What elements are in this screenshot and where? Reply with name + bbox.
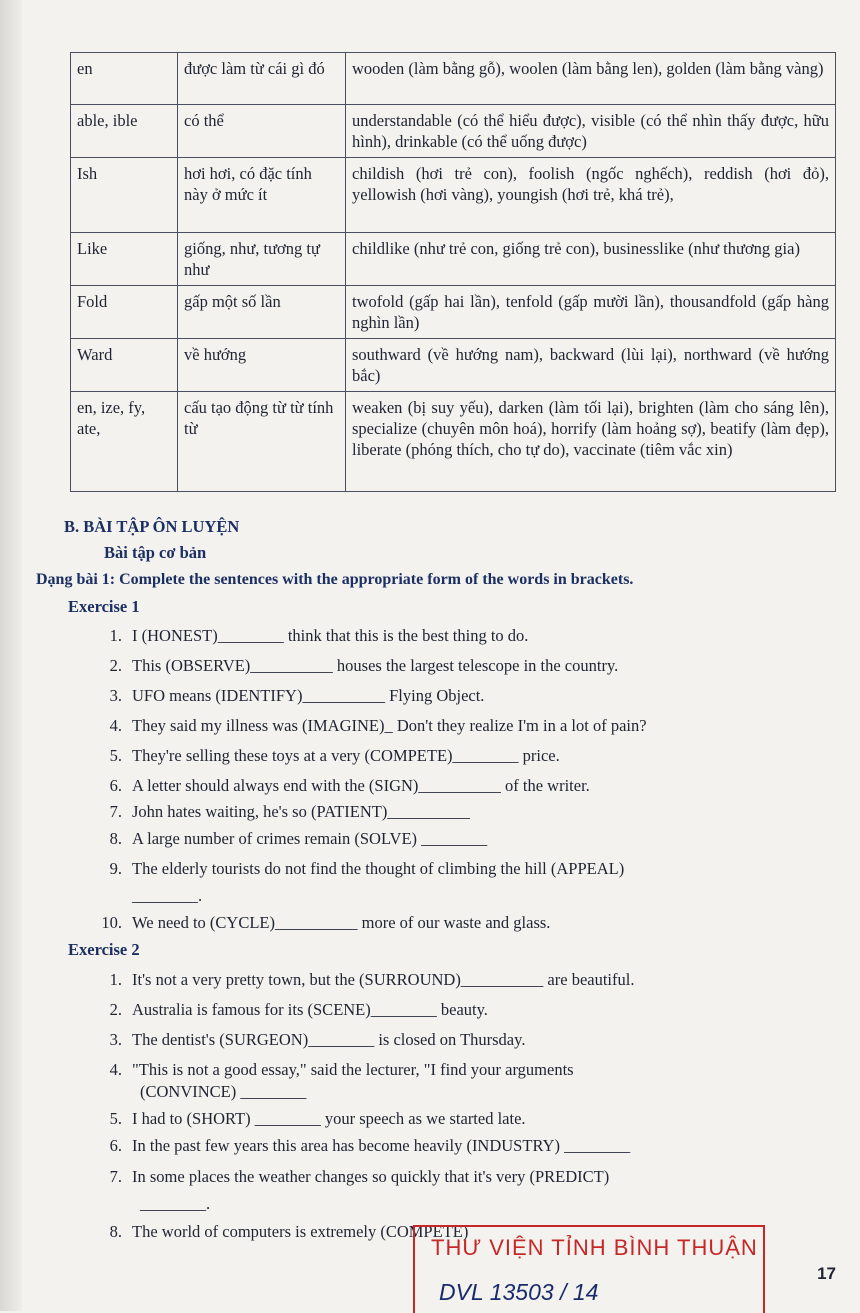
table-row [71,53,836,105]
list-item: 6. A letter should always end with the (SIGN)__________ of the writer. [109,776,590,795]
list-item: 2. This (OBSERVE)__________ houses the largest telescope in the country. [109,656,619,675]
table-row [71,286,836,339]
examples-cell: weaken (bị suy yếu), darken (làm tối lại), brighten (làm cho sáng lên), specialize (chuyên môn hoá), horrify (làm hoảng sợ), beatify (làm đẹp), liberate (phóng thích, cho tự do), vaccinate (tiêm vắc xin) [346,392,836,492]
exercise-1-title: Exercise 1 [68,597,140,616]
answer-blank: ________. [140,1194,211,1213]
suffix-cell: able, ible [71,105,178,158]
table-row [71,105,836,158]
meaning-cell: về hướng [178,339,346,392]
answer-blank: ________. [132,886,203,905]
list-item: 10. We need to (CYCLE)__________ more of our waste and glass. [101,913,551,932]
list-item: 6. In the past few years this area has become heavily (INDUSTRY) ________ [109,1136,631,1155]
list-item: 1. It's not a very pretty town, but the (SURROUND)__________ are beautiful. [109,970,635,989]
suffix-cell: Like [71,233,178,286]
suffix-table [70,52,836,492]
meaning-cell: có thể [178,105,346,158]
list-item: 8. The world of computers is extremely (COMPETE) [109,1222,469,1241]
suffix-cell: Ish [71,158,178,233]
meaning-cell: được làm từ cái gì đó [178,53,346,105]
exercise-2-title: Exercise 2 [68,940,140,959]
suffix-cell: Fold [71,286,178,339]
list-item: 5. I had to (SHORT) ________ your speech as we started late. [109,1109,526,1128]
library-stamp [413,1225,765,1313]
meaning-cell: giống, như, tương tự như [178,233,346,286]
task-instruction: Dạng bài 1: Complete the sentences with the appropriate form of the words in brackets. [36,571,634,588]
page-spine-shadow [0,0,22,1311]
examples-cell: southward (về hướng nam), backward (lùi lại), northward (về hướng bắc) [346,339,836,392]
list-item: 7. John hates waiting, he's so (PATIENT)__________ [109,802,470,821]
suffix-cell: en [71,53,178,105]
suffix-cell: Ward [71,339,178,392]
page-number: 17 [817,1264,836,1283]
examples-cell: childish (hơi trẻ con), foolish (ngốc nghếch), reddish (hơi đỏ), yellowish (hơi vàng), youngish (hơi trẻ, khá trẻ), [346,158,836,233]
table-row [71,233,836,286]
table-row [71,392,836,492]
stamp-library-name: THƯ VIỆN TỈNH BÌNH THUẬN [431,1235,758,1260]
meaning-cell: hơi hơi, có đặc tính này ở mức ít [178,158,346,233]
subsection-title: Bài tập cơ bản [104,543,207,562]
list-item: 2. Australia is famous for its (SCENE)________ beauty. [109,1000,488,1019]
list-item: 3. The dentist's (SURGEON)________ is closed on Thursday. [109,1030,526,1049]
stamp-catalog-number: DVL 13503 / 14 [439,1279,599,1305]
examples-cell: twofold (gấp hai lần), tenfold (gấp mười lần), thousandfold (gấp hàng nghìn lần) [346,286,836,339]
list-item-continuation: (CONVINCE) ________ [140,1082,307,1101]
table-row [71,339,836,392]
list-item: 9. The elderly tourists do not find the thought of climbing the hill (APPEAL) [109,859,625,878]
examples-cell: wooden (làm bằng gỗ), woolen (làm bằng len), golden (làm bằng vàng) [346,53,836,105]
meaning-cell: gấp một số lần [178,286,346,339]
list-item: 8. A large number of crimes remain (SOLVE) ________ [109,829,488,848]
list-item: 5. They're selling these toys at a very (COMPETE)________ price. [109,746,560,765]
list-item: 7. In some places the weather changes so quickly that it's very (PREDICT) [109,1167,610,1186]
list-item: 1. I (HONEST)________ think that this is the best thing to do. [109,626,529,645]
table-row [71,158,836,233]
list-item: 4. They said my illness was (IMAGINE)_ Don't they realize I'm in a lot of pain? [109,716,647,735]
list-item: 4. "This is not a good essay," said the lecturer, "I find your arguments [109,1060,574,1079]
suffix-cell: en, ize, fy, ate, [71,392,178,492]
section-title: B. BÀI TẬP ÔN LUYỆN [64,517,240,536]
examples-cell: childlike (như trẻ con, giống trẻ con), businesslike (như thương gia) [346,233,836,286]
meaning-cell: cấu tạo động từ từ tính từ [178,392,346,492]
examples-cell: understandable (có thể hiểu được), visible (có thể nhìn thấy được, hữu hình), drinkable (có thể uống được) [346,105,836,158]
list-item: 3. UFO means (IDENTIFY)__________ Flying Object. [109,686,485,705]
